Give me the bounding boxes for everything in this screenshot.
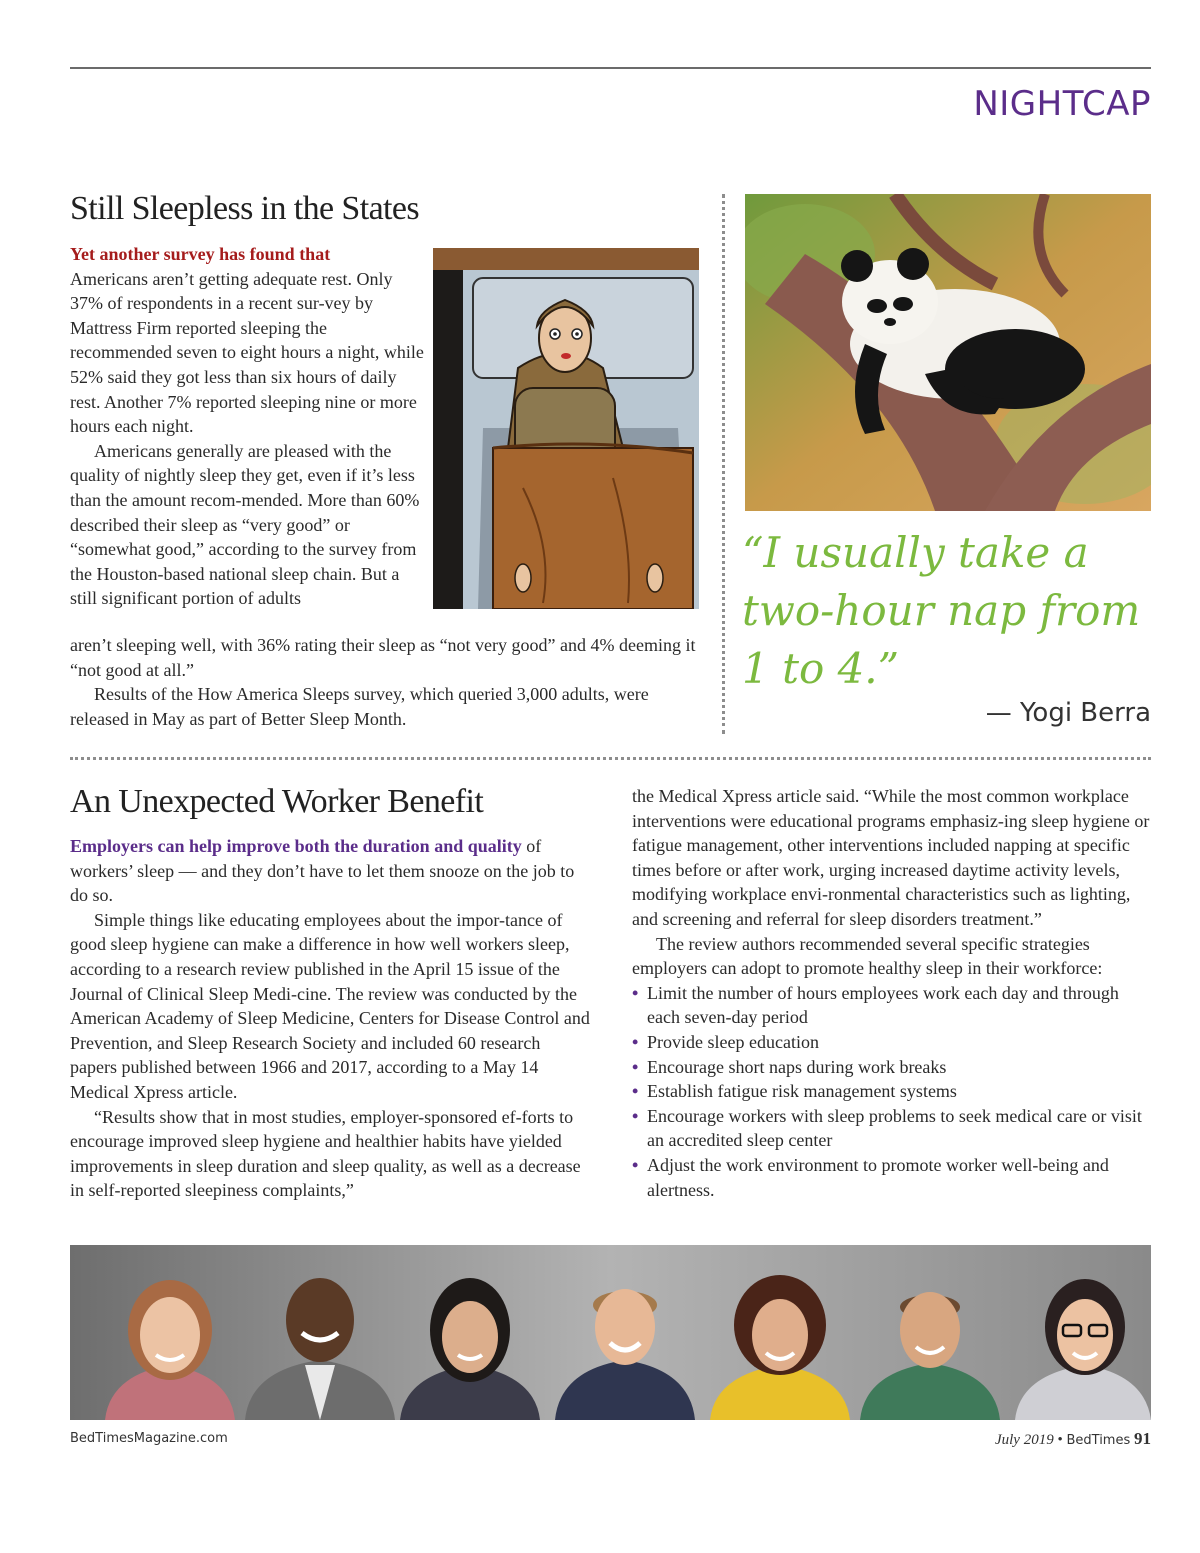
footer-folio — [995, 1429, 1151, 1449]
list-item: • Encourage workers with sleep problems to seek medical care or visit an accredited sleep center — [632, 1105, 1142, 1151]
section-divider-horizontal — [70, 757, 1151, 760]
article2-title: An Unexpected Worker Benefit — [70, 783, 484, 820]
list-item: • Provide sleep education — [632, 1030, 1152, 1055]
page-number: 91 — [1134, 1429, 1151, 1448]
article2-column1 — [70, 834, 590, 1203]
article1-para2: Americans generally are pleased with the quality of nightly sleep they get, even if it’s less than the amount recom-mended. More than 60% described their sleep as “very good” or “somewhat good,” according to the survey from the Houston-based national sleep chain. But a still significant portion of adults — [70, 440, 420, 609]
bullet-icon: • — [632, 1154, 639, 1175]
strategy-list — [632, 981, 1152, 1202]
bullet-icon: • — [632, 1056, 639, 1077]
top-rule — [70, 67, 1151, 69]
bullet-icon: • — [632, 1081, 639, 1102]
column-divider-vertical — [722, 194, 725, 734]
article1-para2-cont: aren’t sleeping well, with 36% rating their sleep as “not very good” and 4% deeming it “not good at all.” — [70, 635, 696, 680]
smiling-workers-photo — [70, 1245, 1151, 1420]
sleeping-panda-photo — [745, 194, 1151, 511]
quote-attribution: — Yogi Berra — [985, 698, 1151, 728]
sleepless-woman-illustration — [433, 248, 699, 609]
footer-date: July 2019 — [994, 1432, 1054, 1448]
section-label: NIGHTCAP — [973, 84, 1151, 124]
article1-para1: Americans aren’t getting adequate rest. Only 37% of respondents in a recent sur-vey by Mattress Firm reported sleeping the recommended seven to eight hours a night, while 52% said they got less than six hours of daily rest. Another 7% reported sleeping nine or more hours each night. — [70, 268, 424, 437]
list-item: • Encourage short naps during work breaks — [632, 1055, 1152, 1080]
pull-quote: “I usually take a two-hour nap from 1 to 4.” — [742, 528, 1141, 693]
article2-para3: “Results show that in most studies, employer-sponsored ef-forts to encourage improved sleep hygiene and healthier habits have yielded improvements in sleep duration and sleep quality, as well as a decrease in self-reported sleepiness complaints,” — [70, 1106, 581, 1201]
article2-lead: Employers can help improve both the duration and quality — [70, 836, 522, 856]
article1-narrow-text — [70, 242, 426, 611]
article1-para3: Results of the How America Sleeps survey, which queried 3,000 adults, were released in May as part of Better Sleep Month. — [70, 684, 649, 729]
list-item: • Adjust the work environment to promote worker well-being and alertness. — [632, 1154, 1109, 1200]
article2-col2-para1: the Medical Xpress article said. “While the most common workplace interventions were educational programs emphasiz-ing sleep hygiene or fatigue management, other interventions included napping at specific times before or after work, urging increased daytime activity levels, modifying workplace envi-ronmental characteristics such as lighting, and screening and referral for sleep disorders treatment.” — [632, 786, 1150, 929]
list-item: • Establish fatigue risk management systems — [632, 1079, 1152, 1104]
article2-para2: Simple things like educating employees about the impor-tance of good sleep hygiene can make a difference in how well workers sleep, according to a research review published in the April 15 issue of the Journal of Clinical Sleep Medi-cine. The review was conducted by the American Academy of Sleep Medicine, Centers for Disease Control and Prevention, and Sleep Research Society and included 60 research papers published between 1966 and 2017, according to a May 14 Medical Xpress article. — [70, 909, 590, 1102]
bullet-icon: • — [632, 982, 639, 1003]
article2-col2-para2: The review authors recommended several specific strategies employers can adopt to promote healthy sleep in their workforce: — [632, 933, 1103, 979]
bullet-icon: • — [632, 1105, 639, 1126]
article2-column2 — [632, 784, 1152, 1202]
list-item: • Limit the number of hours employees work each day and through each seven-day period — [632, 982, 1119, 1028]
footer-separator: • — [1057, 1432, 1063, 1448]
footer-publication: BedTimes — [1066, 1433, 1131, 1448]
article1-lead: Yet another survey has found that — [70, 244, 331, 264]
article1-wide-text — [70, 633, 702, 731]
bullet-icon: • — [632, 1031, 639, 1052]
article2-para1: of workers’ sleep — and they don’t have to let them snooze on the job to do so. — [70, 836, 575, 906]
article1-title: Still Sleepless in the States — [70, 190, 420, 227]
footer-website: BedTimesMagazine.com — [70, 1431, 228, 1446]
